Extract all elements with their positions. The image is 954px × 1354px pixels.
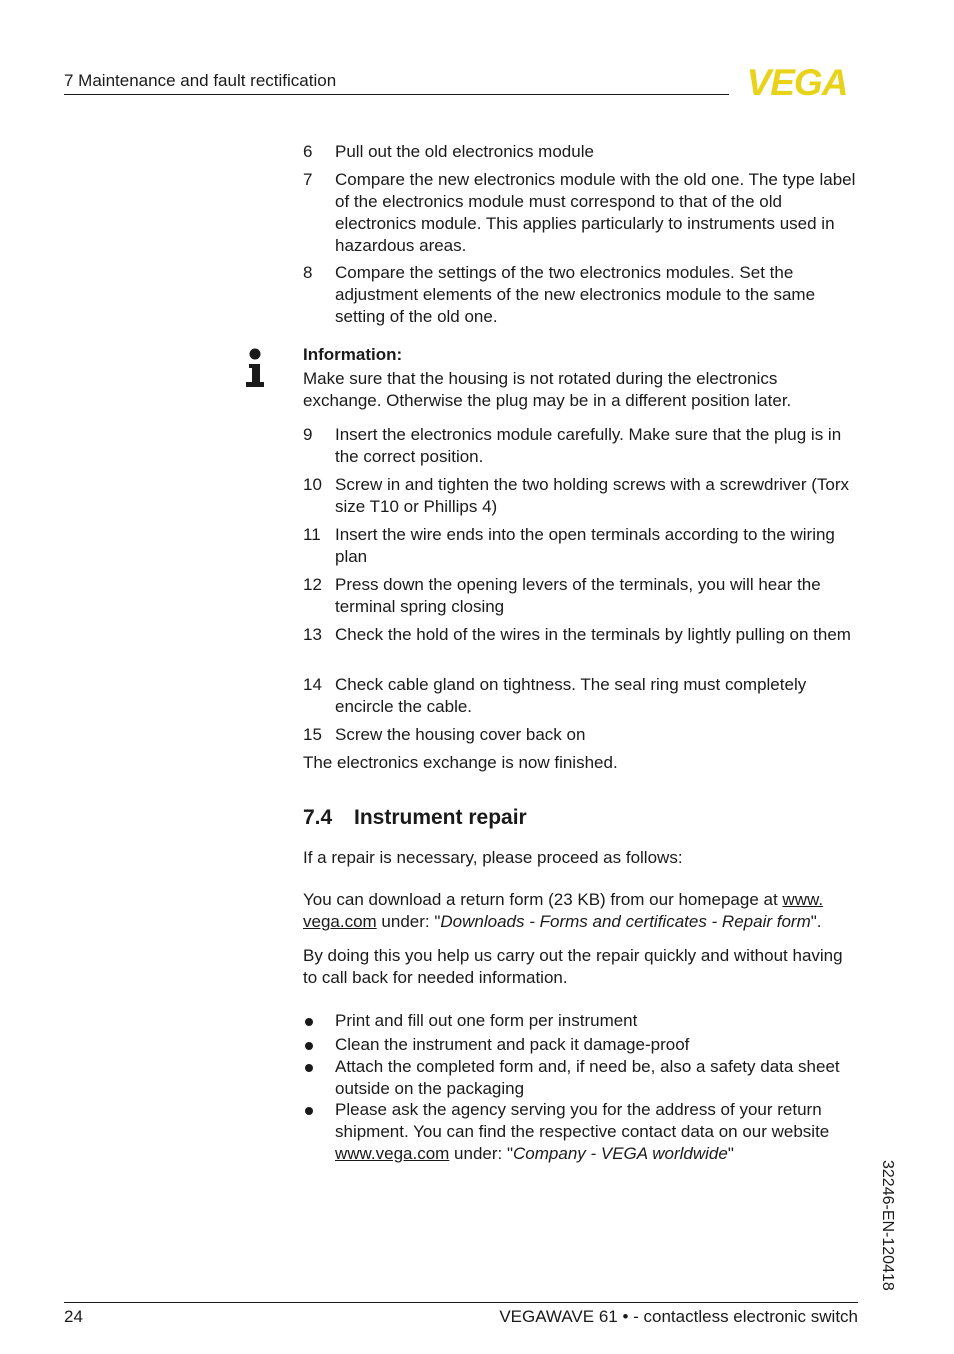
bullet-icon bbox=[305, 1107, 313, 1115]
product-name: VEGAWAVE 61 • - contactless electronic switch bbox=[499, 1307, 858, 1326]
list-item: Print and fill out one form per instrument bbox=[303, 1010, 859, 1032]
info-text: Make sure that the housing is not rotated during the electronics exchange. Otherwise the plug may be in a different position later. bbox=[303, 369, 792, 410]
bullet-icon bbox=[305, 1042, 313, 1050]
section-title: Instrument repair bbox=[354, 806, 527, 829]
step-item: 10 Screw in and tighten the two holding screws with a screwdriver (Torx size T10 or Phillips 4) bbox=[303, 475, 849, 516]
step-item: 15 Screw the housing cover back on bbox=[303, 725, 586, 744]
step-item: 14 Check cable gland on tightness. The seal ring must completely encircle the cable. bbox=[303, 675, 807, 716]
step-item: 6 Pull out the old electronics module bbox=[303, 142, 594, 161]
vega-logo bbox=[735, 66, 859, 98]
website-link[interactable]: www.vega.com bbox=[335, 1144, 450, 1163]
step-item: 9 Insert the electronics module carefully. Make sure that the plug is in the correct position. bbox=[303, 425, 842, 466]
step-item: 12 Press down the opening levers of the terminals, you will hear the terminal spring closing bbox=[303, 575, 821, 616]
document-code: 32246-EN-120418 bbox=[879, 1160, 896, 1291]
footer-rule bbox=[64, 1302, 858, 1303]
page-number: 24 bbox=[64, 1307, 83, 1326]
list-item: Please ask the agency serving you for the address of your return shipment. You can find the respective contact data on our website www.vega.com under: "Company - VEGA worldwide" bbox=[303, 1099, 859, 1165]
bullet-icon bbox=[305, 1018, 313, 1026]
step-item: 8 Compare the settings of the two electronics modules. Set the adjustment elements of the new electronics module to the same setting of the old one. bbox=[303, 263, 816, 326]
homepage-link[interactable]: vega.com bbox=[303, 912, 377, 931]
section-heading bbox=[303, 806, 527, 830]
download-path: Downloads - Forms and certificates - Repair form bbox=[440, 912, 811, 931]
exchange-finished-text: The electronics exchange is now finished. bbox=[303, 753, 618, 772]
repair-intro: If a repair is necessary, please proceed as follows: bbox=[303, 848, 683, 867]
homepage-link[interactable]: www. bbox=[782, 890, 824, 909]
step-item: 7 Compare the new electronics module with the old one. The type label of the electronics module must correspond to that of the old electronics module. This applies particularly to instruments used in hazardous areas. bbox=[303, 170, 856, 255]
info-icon bbox=[244, 348, 266, 388]
bullet-icon bbox=[305, 1064, 313, 1072]
help-paragraph: By doing this you help us carry out the repair quickly and without having to call back for needed information. bbox=[303, 946, 843, 987]
header-rule bbox=[64, 94, 729, 95]
running-header: 7 Maintenance and fault rectification bbox=[64, 71, 337, 90]
info-note bbox=[303, 344, 859, 412]
step-item: 11 Insert the wire ends into the open terminals according to the wiring plan bbox=[303, 525, 835, 566]
list-item: Attach the completed form and, if need be, also a safety data sheet outside on the packaging bbox=[303, 1056, 859, 1100]
section-number: 7.4 bbox=[303, 806, 333, 829]
info-title: Information: bbox=[303, 345, 403, 364]
list-item: Clean the instrument and pack it damage-proof bbox=[303, 1034, 859, 1056]
download-paragraph: You can download a return form (23 KB) from our homepage at www. vega.com under: "Downloads - Forms and certificates - Repair form". bbox=[303, 890, 824, 931]
vega-logo-text: VEGA bbox=[746, 66, 848, 98]
step-item: 13 Check the hold of the wires in the terminals by lightly pulling on them bbox=[303, 625, 851, 644]
worldwide-path: Company - VEGA worldwide bbox=[513, 1144, 728, 1163]
